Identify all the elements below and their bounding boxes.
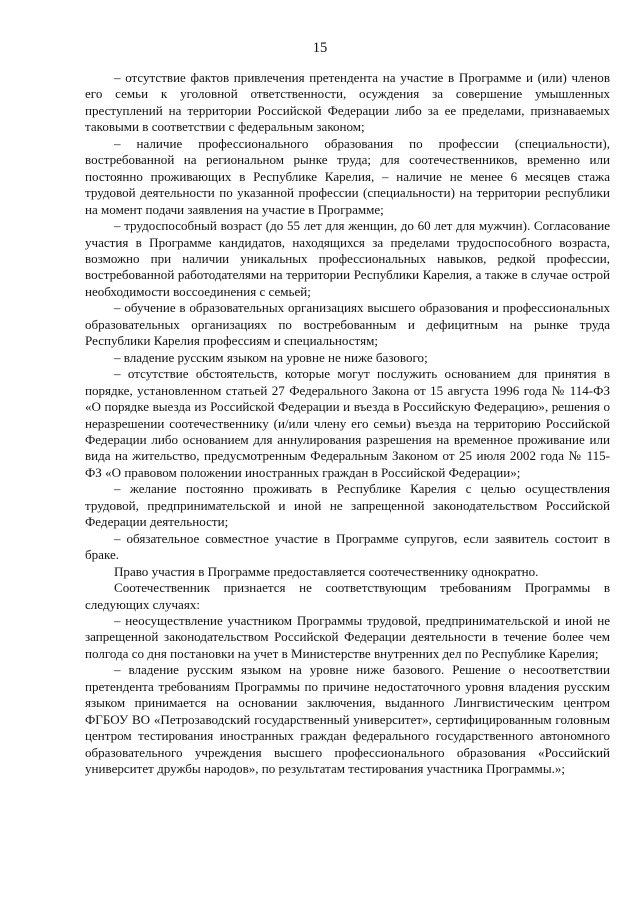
paragraph-higher-education: – обучение в образовательных организациях высшего образования и профессиональных образовательных организациях по востребованным и дефицитным на рынке труда Республики Карелия профессиям и специальностям; bbox=[85, 300, 610, 349]
paragraph-criminal-liability: – отсутствие фактов привлечения претендента на участие в Программе и (или) членов его семьи к уголовной ответственности, осуждения за совершение умышленных преступлений на территории Российской Федерации либо за ее пределами, признаваемых таковыми в соответствии с федеральным законом; bbox=[85, 70, 610, 135]
paragraph-entry-restrictions: – отсутствие обстоятельств, которые могут послужить основанием для принятия в порядке, установленном статьей 27 Федерального Закона от 15 августа 1996 года № 114-ФЗ «О порядке выезда из Российской Федерации и въезда в Российскую Федерацию», решения о неразрешении соотечественнику (и/или члену его семьи) въезда на территорию Российской Федерации либо основанием для аннулирования разрешения на временное проживание или вида на жительство, предусмотренным Федеральным Законом от 25 июля 2002 года № 115-ФЗ «О правовом положении иностранных граждан в Российской Федерации»; bbox=[85, 366, 610, 480]
paragraph-noncompliance-activity: – неосуществление участником Программы трудовой, предпринимательской и иной не запрещенной законодательством Российской Федерации деятельности в течение более чем полгода со дня постановки на учет в Министерстве внутренних дел по Республике Карелия; bbox=[85, 612, 610, 661]
paragraph-spouses-participation: – обязательное совместное участие в Программе супругов, если заявитель состоит в браке. bbox=[85, 530, 610, 563]
paragraph-noncompliance-intro: Соотечественник признается не соответствующим требованиям Программы в следующих случаях: bbox=[85, 580, 610, 612]
document-body bbox=[85, 70, 610, 777]
paragraph-noncompliance-language: – владение русским языком на уровне ниже базового. Решение о несоответствии претендента требованиям Программы по причине недостаточного уровня владения русским языком принимается на основании заключения, выданного Лингвистическим центром ФГБОУ ВО «Петрозаводский государственный университет», сертифицированным головным центром тестирования иностранных граждан федерального государственного автономного образовательного учреждения высшего профессионального образования «Российский университет дружбы народов», по результатам тестирования участника Программы.»; bbox=[85, 662, 610, 777]
paragraph-russian-language: – владение русским языком на уровне не ниже базового; bbox=[114, 349, 428, 365]
paragraph-professional-education: – наличие профессионального образования по профессии (специальности), востребованной на региональном рынке труда; для соотечественников, временно или постоянно проживающих в Республике Карелия, – наличие не менее 6 месяцев стажа трудовой деятельности по указанной профессии (специальности) на территории республики на момент подачи заявления на участие в Программе; bbox=[85, 135, 610, 217]
paragraph-participation-right: Право участия в Программе предоставляется соотечественнику однократно. bbox=[114, 563, 539, 579]
paragraph-working-age: – трудоспособный возраст (до 55 лет для женщин, до 60 лет для мужчин). Согласование участия в Программе кандидатов, находящихся за пределами трудоспособного возраста, возможно при наличии уникальных профессиональных навыков, редкой профессии, востребованной работодателями на территории Республики Карелия, а также в случае острой необходимости воссоединения с семьей; bbox=[85, 218, 610, 299]
page-number: 15 bbox=[312, 40, 328, 56]
paragraph-permanent-residence: – желание постоянно проживать в Республике Карелия с целью осуществления трудовой, предпринимательской и иной не запрещенной законодательством Российской Федерации деятельности; bbox=[85, 481, 610, 530]
